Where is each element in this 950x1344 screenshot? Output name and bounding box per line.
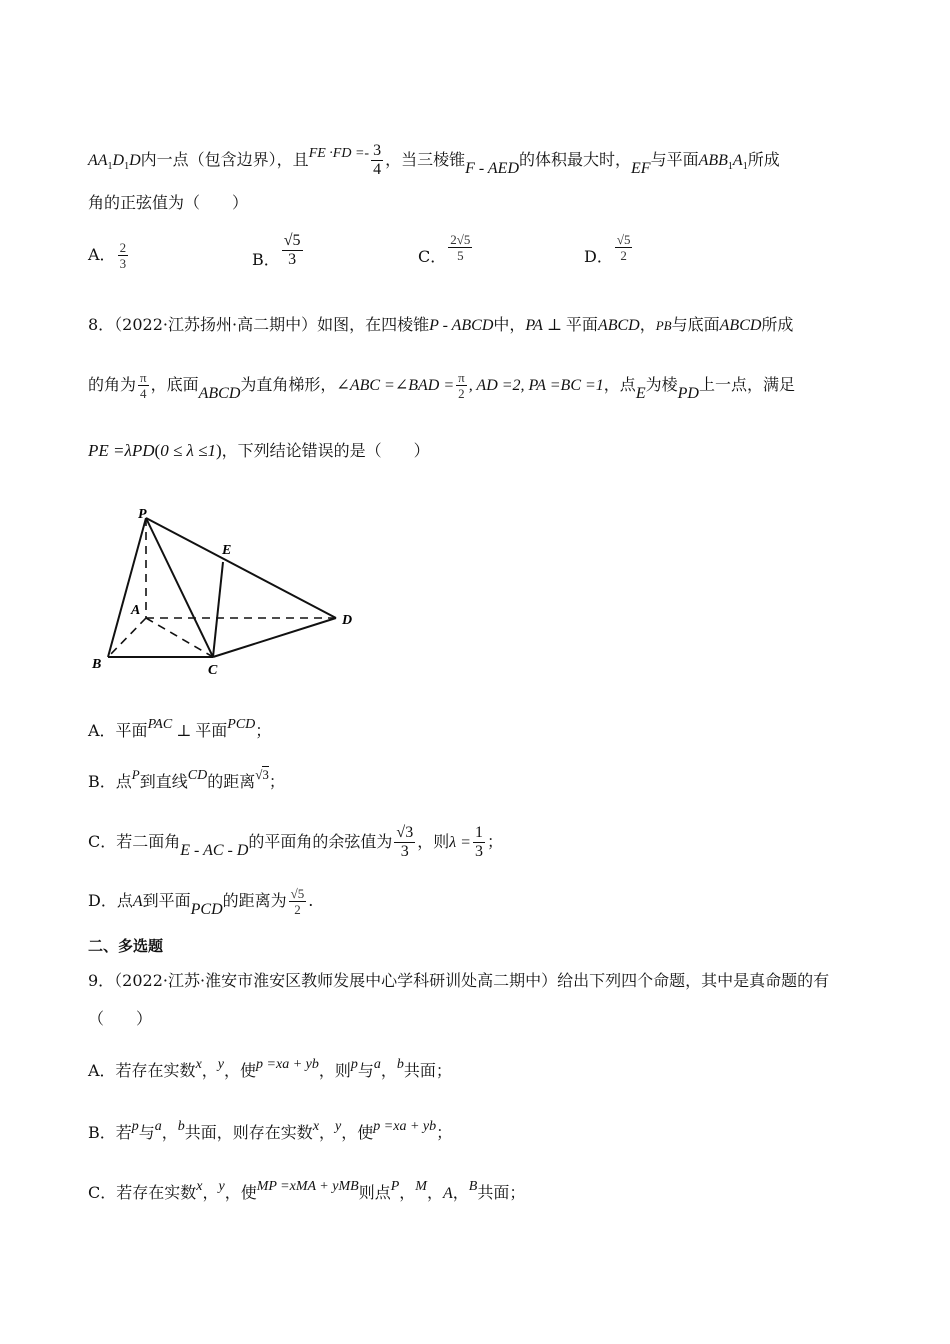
- q9-option-c: C．若存在实数x，y，使MP =xMA + yMB则点P，M，A，B共面；: [88, 1179, 526, 1202]
- label-E: E: [222, 543, 232, 558]
- label-D: D: [342, 613, 353, 628]
- q7-text-e: 所成: [747, 150, 780, 169]
- label-C: C: [208, 663, 218, 678]
- edge-CD: [213, 618, 336, 657]
- q7-line-1: [88, 142, 780, 180]
- label-P: P: [138, 507, 147, 522]
- pyramid-figure: [86, 500, 366, 680]
- label-B: B: [92, 657, 102, 672]
- q7-option-d: D． $\frac{√5}{2}$: [584, 232, 631, 266]
- math-F-AED: F - AED: [465, 160, 519, 177]
- q8-line-3: PE =λPD(0 ≤ λ ≤1)，下列结论错误的是（ ）: [88, 441, 430, 460]
- fraction-1-3: $\frac{1}{3}$: [474, 824, 483, 860]
- math-PA-perp: PA: [525, 317, 543, 334]
- q7-option-a: A． $\frac{2}{3}$: [88, 240, 127, 271]
- math-AA1D1D: $AA_1D_1D$: [88, 152, 141, 172]
- q7-text-a: 内一点（包含边界），且: [140, 150, 309, 169]
- q7-option-b: B． $\frac{√5}{3}$: [252, 232, 301, 269]
- math-P-ABCD: P - ABCD: [429, 317, 494, 334]
- q8-line-2: 的角为 $\frac{\pi}{4}$ ，底面ABCD为直角梯形，∠ABC =∠BAD = $\frac{\pi}{2}$ , AD =2, PA =BC =1，点E为棱PD上一点，满足: [88, 370, 795, 402]
- q9-option-b: B．若p与a，b共面，则存在实数x，y，使p =xa + yb；: [88, 1119, 453, 1142]
- label-A: A: [131, 603, 141, 618]
- math-FE-FD: FE ·FD =-: [308, 146, 370, 161]
- q9-line-2: （ ）: [88, 1009, 153, 1028]
- q8-option-a: A．平面PAC ⊥ 平面PCD；: [88, 717, 272, 740]
- edge-PC: [146, 518, 213, 657]
- fraction-sqrt3-3: $\frac{√3}{3}$: [396, 824, 414, 860]
- q7-text-c: 的体积最大时，: [519, 150, 632, 169]
- q8-option-c: C．若二面角E - AC - D的平面角的余弦值为 $\frac{√3}{3}$ ，则λ = $\frac{1}{3}$ ；: [88, 824, 503, 860]
- math-EF: EF: [631, 160, 651, 177]
- q7-text-b: ，当三棱锥: [385, 150, 466, 169]
- math-ABB1A1: $ABB_1A_1$: [698, 152, 748, 172]
- math-PE-lambda-PD: PE =λPD(0 ≤ λ ≤1): [88, 441, 222, 460]
- fraction-sqrt5-2b: $\frac{√5}{2}$: [290, 886, 305, 917]
- fraction-sqrt5-2: $\frac{√5}{2}$: [616, 232, 631, 263]
- edge-PB: [108, 518, 146, 657]
- fraction-3-4: $\frac{3}{4}$: [373, 142, 382, 178]
- q8-line-1: 8．（2022·江苏扬州·高二期中）如图，在四棱锥P - ABCD中，PA ⊥ 平面ABCD，PB与底面ABCD所成: [88, 315, 794, 334]
- fraction-pi-4: $\frac{\pi}{4}$: [140, 370, 147, 401]
- q7-option-c: C． $\frac{2√5}{5}$: [418, 232, 471, 266]
- fraction-sqrt5-3: $\frac{√5}{3}$: [283, 232, 301, 268]
- q7-line-2: 角的正弦值为（ ）: [88, 193, 249, 212]
- q8-option-b: B．点$^P$到直线CD的距离$^{√3}$；: [88, 767, 285, 791]
- q9-line-1: 9．（2022·江苏·淮安市淮安区教师发展中心学科研训处高二期中）给出下列四个命题，其中是真命题的有: [88, 971, 830, 990]
- section-title-multiple-choice: 二、多选题: [88, 937, 164, 955]
- fraction-2-3: $\frac{2}{3}$: [119, 240, 127, 271]
- q9-option-a: A．若存在实数x，y，使p =xa + yb，则p与a，b共面；: [88, 1057, 452, 1080]
- edge-PD: [146, 518, 336, 618]
- q8-option-d: D．点A到平面PCD的距离为 $\frac{√5}{2}$ .: [88, 886, 314, 918]
- edge-EC: [213, 562, 223, 657]
- fraction-2sqrt5-5: $\frac{2√5}{5}$: [450, 232, 471, 263]
- q7-text-d: 与平面: [650, 150, 699, 169]
- math-angle-condition: ∠ABC =∠BAD =: [336, 377, 455, 394]
